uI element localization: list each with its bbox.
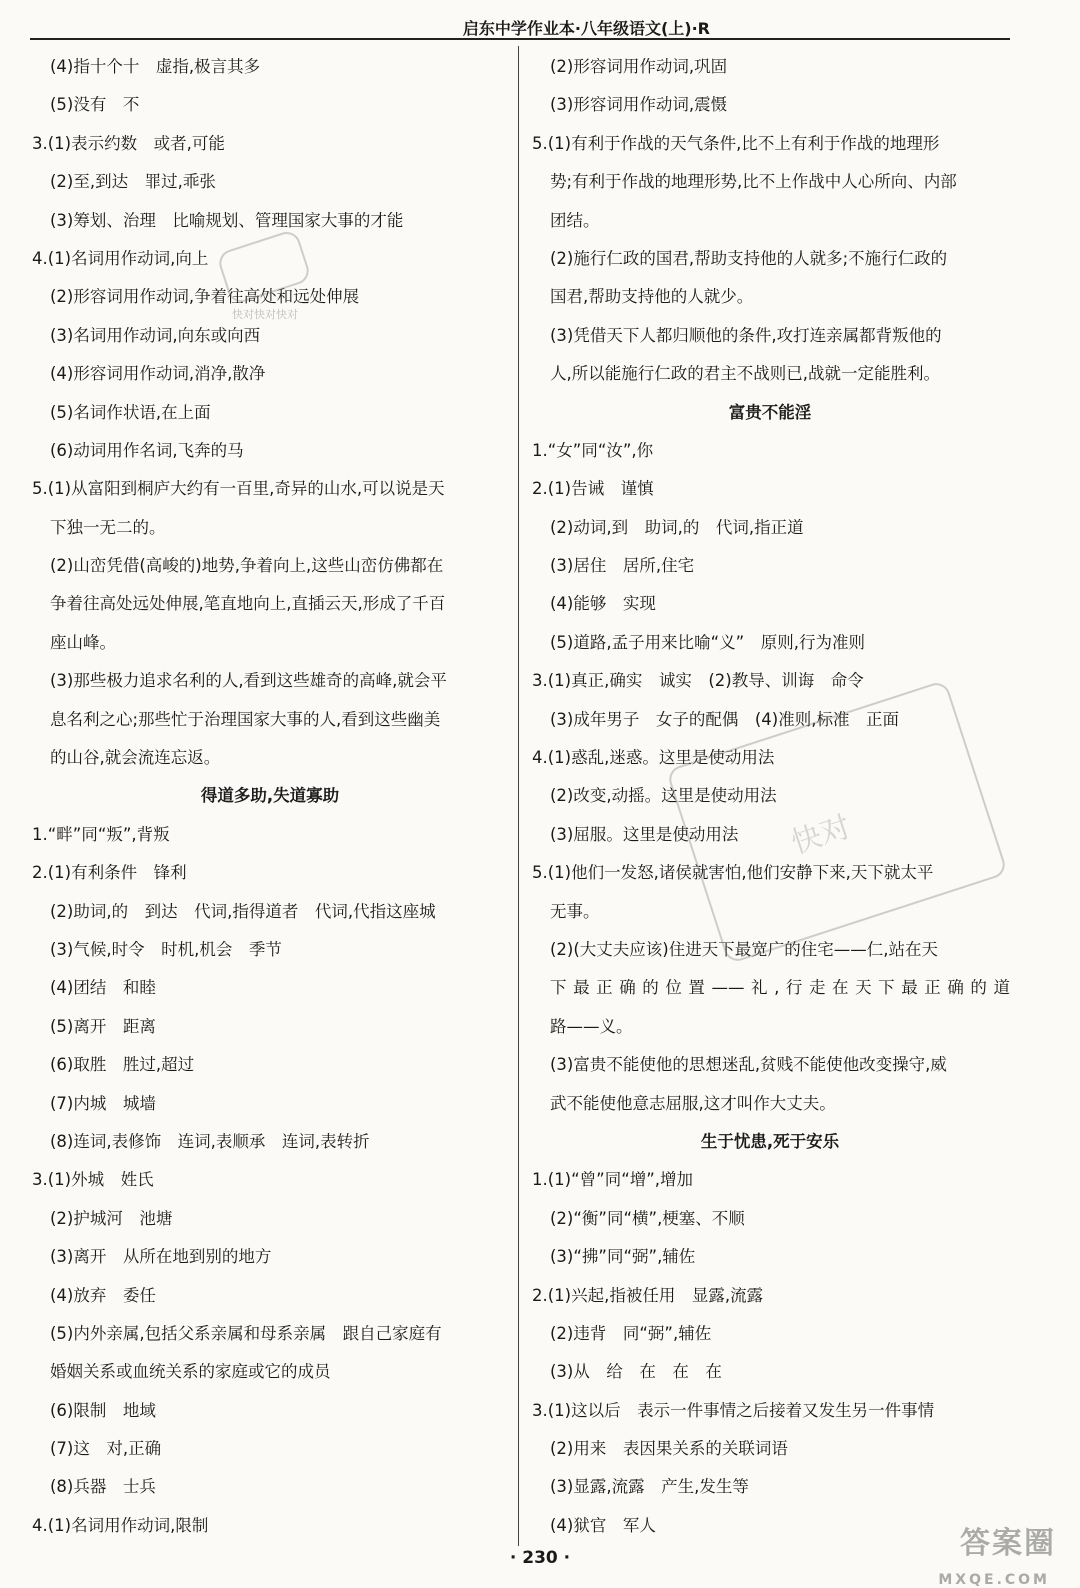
answer-line: (5)离开 距离: [50, 1016, 156, 1036]
answer-line: 路——义。: [550, 1016, 633, 1036]
answer-line: (3)居住 居所,住宅: [550, 556, 695, 576]
watermark-stamp-small-text: 快对快对快对: [232, 308, 298, 321]
answer-line: 团结。: [550, 210, 600, 230]
section-title: 生于忧患,死于安乐: [700, 1131, 840, 1151]
answer-line: 座山峰。: [50, 632, 116, 652]
answer-line: 5.(1)从富阳到桐庐大约有一百里,奇异的山水,可以说是天: [32, 479, 445, 499]
answer-line: (3)筹划、治理 比喻规划、管理国家大事的才能: [50, 210, 404, 230]
answer-line: 3.(1)真正,确实 诚实 (2)教导、训诲 命令: [532, 671, 864, 691]
answer-line: (8)兵器 士兵: [50, 1477, 156, 1497]
answer-line: 3.(1)外城 姓氏: [32, 1170, 154, 1190]
answer-line: 下最正确的位置——礼,行走在天下最正确的道: [550, 978, 1010, 998]
answer-line: (5)内外亲属,包括父系亲属和母系亲属 跟自己家庭有: [50, 1323, 442, 1343]
section-title: 得道多助,失道寡助: [200, 786, 340, 806]
answer-line: 3.(1)表示约数 或者,可能: [32, 133, 225, 153]
header-rule: [30, 38, 1010, 40]
answer-line: (3)屈服。这里是使动用法: [550, 824, 739, 844]
answer-line: 2.(1)告诫 谨慎: [532, 479, 654, 499]
answer-line: (7)这 对,正确: [50, 1439, 162, 1459]
answer-line: 无事。: [550, 901, 600, 921]
answer-line: (5)没有 不: [50, 95, 140, 115]
answer-line: 国君,帮助支持他的人就少。: [550, 287, 754, 307]
answer-line: 人,所以能施行仁政的君主不战则已,战就一定能胜利。: [550, 364, 940, 384]
answer-line: 争着往高处远处伸展,笔直地向上,直插云天,形成了千百: [50, 594, 446, 614]
answer-line: 4.(1)惑乱,迷惑。这里是使动用法: [532, 748, 775, 768]
answer-line: (4)能够 实现: [550, 594, 656, 614]
header-title: 启东中学作业本·八年级语文(上)·R: [462, 19, 710, 38]
answer-line: 4.(1)名词用作动词,向上: [32, 248, 209, 268]
column-divider: [518, 46, 519, 1546]
answer-line: 1.(1)“曾”同“增”,增加: [532, 1170, 694, 1190]
corner-watermark-domain: MXQE.COM: [938, 1572, 1050, 1588]
answer-line: 5.(1)他们一发怒,诸侯就害怕,他们安静下来,天下就太平: [532, 863, 934, 883]
answer-line: (2)(大丈夫应该)住进天下最宽广的住宅——仁,站在天: [550, 939, 938, 959]
answer-line: (6)取胜 胜过,超过: [50, 1055, 195, 1075]
answer-line: (3)形容词用作动词,震慑: [550, 95, 728, 115]
answer-line: 武不能使他意志屈服,这才叫作大丈夫。: [550, 1093, 836, 1113]
answer-line: 2.(1)有利条件 锋利: [32, 863, 187, 883]
answer-line: 的山谷,就会流连忘返。: [50, 748, 221, 768]
answer-line: 2.(1)兴起,指被任用 显露,流露: [532, 1285, 764, 1305]
answer-line: (3)富贵不能使他的思想迷乱,贫贱不能使他改变操守,威: [550, 1055, 947, 1075]
answer-line: 势;有利于作战的地理形势,比不上作战中人心所向、内部: [550, 172, 957, 192]
answer-line: 4.(1)名词用作动词,限制: [32, 1515, 209, 1535]
corner-watermark-logo: 答案圈: [960, 1526, 1056, 1561]
answer-line: (3)名词用作动词,向东或向西: [50, 325, 261, 345]
answer-line: (2)助词,的 到达 代词,指得道者 代词,代指这座城: [50, 901, 436, 921]
answer-line: (5)名词作状语,在上面: [50, 402, 211, 422]
answer-line: (4)形容词用作动词,消净,散净: [50, 364, 266, 384]
answer-line: (2)违背 同“弼”,辅佐: [550, 1323, 712, 1343]
answer-line: (2)至,到达 罪过,乖张: [50, 172, 216, 192]
answer-line: (3)那些极力追求名利的人,看到这些雄奇的高峰,就会平: [50, 671, 447, 691]
answer-line: (2)形容词用作动词,巩固: [550, 57, 728, 76]
answer-line: (3)离开 从所在地到别的地方: [50, 1247, 272, 1267]
answer-line: 息名利之心;那些忙于治理国家大事的人,看到这些幽美: [50, 709, 441, 729]
answer-line: (3)成年男子 女子的配偶 (4)准则,标准 正面: [550, 709, 899, 729]
answer-line: 3.(1)这以后 表示一件事情之后接着又发生另一件事情: [532, 1400, 935, 1420]
answer-line: (2)改变,动摇。这里是使动用法: [550, 786, 777, 806]
answer-line: (2)用来 表因果关系的关联词语: [550, 1439, 788, 1459]
page-header: [30, 14, 1040, 40]
answer-line: (8)连词,表修饰 连词,表顺承 连词,表转折: [50, 1131, 370, 1151]
answer-line: (4)狱官 军人: [550, 1515, 656, 1535]
answer-line: (4)团结 和睦: [50, 978, 156, 998]
answer-line: (7)内城 城墙: [50, 1093, 156, 1113]
answer-line: 5.(1)有利于作战的天气条件,比不上有利于作战的地理形: [532, 133, 940, 153]
answer-line: (3)从 给 在 在 在: [550, 1362, 722, 1382]
answer-line: 1.“畔”同“叛”,背叛: [32, 824, 170, 844]
answer-line: (6)限制 地域: [50, 1400, 156, 1420]
watermark-stamp-large-text: 快对: [787, 809, 856, 862]
answer-line: 下独一无二的。: [50, 517, 166, 537]
answer-line: (3)凭借天下人都归顺他的条件,攻打连亲属都背叛他的: [550, 325, 942, 345]
answer-line: (4)放弃 委任: [50, 1285, 156, 1305]
section-title: 富贵不能淫: [728, 402, 812, 422]
answer-line: (3)显露,流露 产生,发生等: [550, 1477, 749, 1497]
answer-line: (3)“拂”同“弼”,辅佐: [550, 1247, 696, 1267]
answer-line: (2)施行仁政的国君,帮助支持他的人就多;不施行仁政的: [550, 248, 948, 268]
answer-line: (6)动词用作名词,飞奔的马: [50, 440, 244, 460]
answer-line: (3)气候,时令 时机,机会 季节: [50, 939, 282, 959]
answer-line: 婚姻关系或血统关系的家庭或它的成员: [50, 1362, 331, 1382]
page-number: · 230 ·: [509, 1548, 571, 1568]
answer-line: (2)“衡”同“横”,梗塞、不顺: [550, 1208, 745, 1228]
answer-line: 1.“女”同“汝”,你: [532, 440, 654, 460]
answer-line: (2)护城河 池塘: [50, 1208, 173, 1228]
answer-line: (2)山峦凭借(高峻的)地势,争着向上,这些山峦仿佛都在: [50, 556, 444, 576]
answer-line: (4)指十个十 虚指,极言其多: [50, 57, 261, 76]
answer-line: (2)动词,到 助词,的 代词,指正道: [550, 517, 804, 537]
answer-line: (2)形容词用作动词,争着往高处和远处伸展: [50, 287, 360, 307]
answer-line: (5)道路,孟子用来比喻“义” 原则,行为准则: [550, 632, 865, 652]
